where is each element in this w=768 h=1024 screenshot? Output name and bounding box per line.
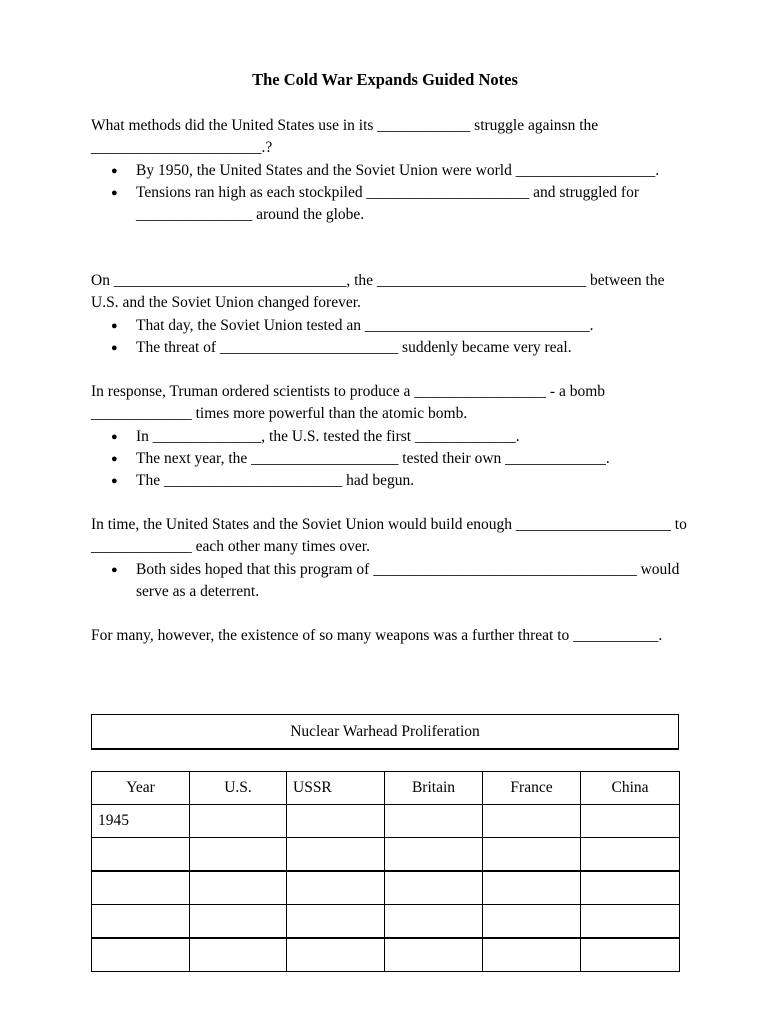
table-cell: [581, 838, 680, 872]
table-cell: [190, 871, 287, 905]
table-cell: [190, 905, 287, 939]
section-paragraph: In response, Truman ordered scientists to produce a _________________ - a bomb _____________ times more powerful than the atomic bomb.: [91, 383, 606, 423]
section-turning-point: [91, 270, 691, 359]
bullet-list: [91, 426, 691, 493]
table-cell: [483, 905, 581, 939]
table-cell: [190, 805, 287, 838]
table-cell: [287, 905, 385, 939]
bullet-item: ● In ______________, the U.S. tested the first _____________.: [91, 426, 691, 448]
section-paragraph: What methods did the United States use in its ____________ struggle againsn the ______________________.?: [91, 117, 599, 157]
bullet-item: ● The threat of _______________________ suddenly became very real.: [91, 337, 691, 359]
section-threat: [91, 625, 691, 647]
col-header-france: France: [483, 772, 581, 805]
bullet-item: ● That day, the Soviet Union tested an _____________________________.: [91, 315, 691, 337]
col-header-britain: Britain: [385, 772, 483, 805]
table-row: [92, 871, 680, 905]
table-cell: [385, 871, 483, 905]
table-cell: [190, 838, 287, 872]
table-cell: [92, 871, 190, 905]
col-header-china: China: [581, 772, 680, 805]
bullet-item: ● Tensions ran high as each stockpiled _____________________ and struggled for _______________ around the globe.: [91, 182, 691, 227]
section-paragraph: In time, the United States and the Soviet Union would build enough ____________________ to _____________ each other many times over.: [91, 516, 687, 556]
year-cell: 1945: [92, 805, 190, 838]
table-row: [92, 838, 680, 872]
bullet-list: [91, 559, 691, 604]
table-cell: [581, 871, 680, 905]
table-title: Nuclear Warhead Proliferation: [91, 714, 679, 750]
table-row: [92, 938, 680, 972]
table-cell: [385, 938, 483, 972]
bullet-item: ● The _______________________ had begun.: [91, 470, 691, 492]
table-cell: [287, 871, 385, 905]
section-paragraph: On ______________________________, the ___________________________ between the U.S. and the Soviet Union changed forever.: [91, 272, 665, 312]
table-row: [92, 805, 680, 838]
warhead-table: [91, 771, 680, 972]
col-header-year: Year: [92, 772, 190, 805]
table-cell: [483, 838, 581, 872]
table-cell: [581, 905, 680, 939]
table-cell: [483, 805, 581, 838]
table-cell: [483, 871, 581, 905]
section-response: [91, 381, 691, 492]
table-cell: [385, 838, 483, 872]
section-methods: [91, 115, 691, 226]
table-cell: [287, 838, 385, 872]
section-buildup: [91, 514, 691, 603]
table-cell: [385, 905, 483, 939]
table-cell: [190, 938, 287, 972]
bullet-item: ● Both sides hoped that this program of __________________________________ would serve as a deterrent.: [91, 559, 691, 604]
bullet-list: [91, 160, 691, 227]
bullet-list: [91, 315, 691, 360]
table-row: [92, 905, 680, 939]
table-cell: [483, 938, 581, 972]
page-title: The Cold War Expands Guided Notes: [252, 70, 518, 89]
table-cell: [92, 905, 190, 939]
table-header-row: [92, 772, 680, 805]
table-cell: [287, 805, 385, 838]
table-cell: [385, 805, 483, 838]
bullet-item: ● By 1950, the United States and the Soviet Union were world __________________.: [91, 160, 691, 182]
col-header-us: U.S.: [190, 772, 287, 805]
table-cell: [581, 805, 680, 838]
table-cell: [92, 838, 190, 872]
table-cell: [92, 938, 190, 972]
col-header-ussr: USSR: [287, 772, 385, 805]
bullet-item: ● The next year, the ___________________ tested their own _____________.: [91, 448, 691, 470]
table-cell: [581, 938, 680, 972]
table-cell: [287, 938, 385, 972]
section-paragraph: For many, however, the existence of so many weapons was a further threat to ___________.: [91, 627, 663, 644]
